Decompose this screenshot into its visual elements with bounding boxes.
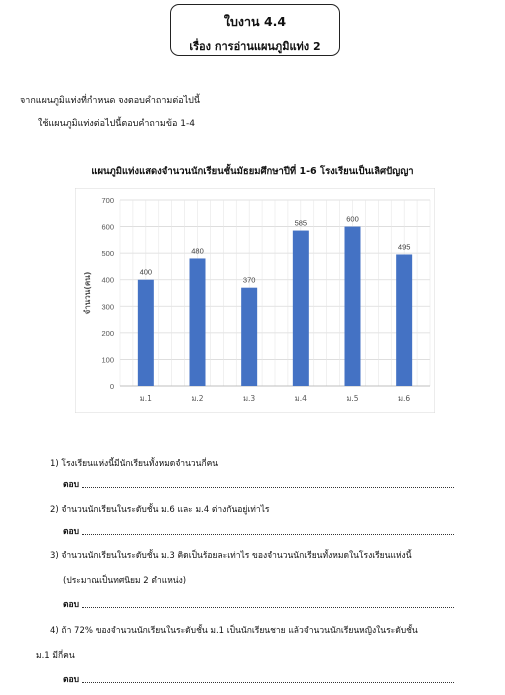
x-tick-label: ม.1 [139,394,152,403]
answer-line-1[interactable] [82,487,454,488]
bar [138,280,154,386]
bar [396,254,412,386]
question-1: 1) โรงเรียนแห่งนี้มีนักเรียนทั้งหมดจำนวนกี่คน [50,459,219,469]
answer-line-3[interactable] [82,607,454,608]
y-tick-label: 200 [101,328,114,338]
answer-label-4: ตอบ [63,675,80,685]
question-3-note: (ประมาณเป็นทศนิยม 2 ตำแหน่ง) [63,576,187,586]
bar-chart [75,188,435,413]
y-tick-label: 300 [101,302,114,312]
data-label: 400 [139,267,153,277]
x-tick-label: ม.3 [243,394,256,403]
y-tick-label: 100 [101,355,114,365]
chart-title: แผนภูมิแท่งแสดงจำนวนนักเรียนชั้นมัธยมศึกษาปีที่ 1-6 โรงเรียนเป็นเลิศปัญญา [91,166,414,177]
x-tick-label: ม.2 [191,394,204,403]
data-label: 585 [294,218,308,228]
question-2: 2) จำนวนนักเรียนในระดับชั้น ม.6 และ ม.4 ต่างกันอยู่เท่าไร [50,505,270,515]
y-tick-label: 400 [101,275,114,285]
answer-line-2[interactable] [82,534,454,535]
worksheet-subject: เรื่อง การอ่านแผนภูมิแท่ง 2 [189,40,321,53]
data-label: 600 [346,214,359,224]
worksheet-title-box [170,4,340,56]
answer-label-1: ตอบ [63,480,80,490]
y-tick-label: 0 [109,382,114,391]
x-tick-label: ม.6 [398,394,411,403]
data-label: 370 [242,275,256,285]
answer-line-4[interactable] [82,682,454,683]
question-4-continuation: ม.1 มีกี่คน [36,651,75,661]
bar [345,227,361,386]
x-tick-label: ม.5 [346,394,359,403]
y-axis-label: จำนวน(คน) [83,271,92,315]
question-3: 3) จำนวนนักเรียนในระดับชั้น ม.3 คิดเป็นร้อยละเท่าไร ของจำนวนนักเรียนทั้งหมดในโรงเรียนแห่งนี้ [50,551,412,561]
bar [190,258,206,386]
question-4: 4) ถ้า 72% ของจำนวนนักเรียนในระดับชั้น ม.1 เป็นนักเรียนชาย แล้วจำนวนนักเรียนหญิงในระดับชั้น [50,626,418,636]
instruction-text: จากแผนภูมิแท่งที่กำหนด จงตอบคำถามต่อไปนี้ [20,96,201,106]
y-tick-label: 500 [101,249,114,259]
instruction-subtext: ใช้แผนภูมิแท่งต่อไปนี้ตอบคำถามข้อ 1-4 [38,119,195,129]
data-label: 480 [191,246,204,256]
data-label: 495 [397,242,411,252]
worksheet-number: ใบงาน 4.4 [223,14,287,29]
bar [293,231,309,386]
bar [241,288,257,386]
answer-label-2: ตอบ [63,527,80,537]
answer-label-3: ตอบ [63,600,80,610]
y-tick-label: 700 [101,196,114,205]
x-tick-label: ม.4 [294,394,307,403]
y-tick-label: 600 [101,222,114,232]
